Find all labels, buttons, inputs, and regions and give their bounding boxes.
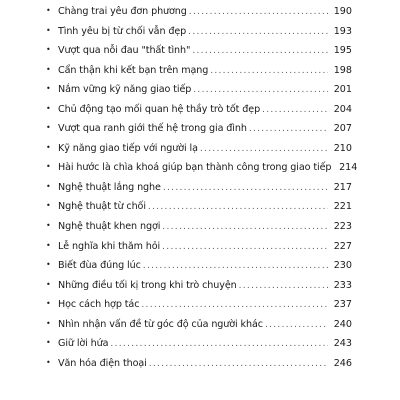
toc-entry-title: Học cách hợp tác (58, 299, 140, 311)
toc-entry-title: Biết đùa đúng lúc (58, 260, 141, 272)
toc-entry-title: Kỹ năng giao tiếp với người lạ (58, 142, 198, 154)
toc-entry-title: Lễ nghĩa khi thăm hỏi (58, 240, 161, 252)
leader-dots (189, 3, 328, 23)
bullet-icon: • (46, 103, 51, 113)
toc-entry-title: Giữ lời hứa (58, 338, 109, 350)
toc-entry-page: 201 (333, 84, 352, 96)
toc-entry-page: 243 (333, 338, 352, 350)
toc-entry[interactable] (46, 237, 352, 257)
toc-entry-page: 193 (333, 25, 352, 37)
bullet-icon: • (46, 45, 51, 55)
toc-entry[interactable] (46, 139, 352, 159)
leader-dots (262, 101, 328, 121)
bullet-icon: • (46, 162, 51, 172)
toc-entry-page: 198 (333, 64, 352, 76)
toc-entry[interactable] (46, 295, 352, 315)
bullet-icon: • (46, 279, 51, 289)
toc-entry-page: 246 (333, 357, 352, 369)
toc-entry-title: Chàng trai yêu đơn phương (58, 6, 187, 17)
toc-entry-page: 217 (333, 181, 352, 193)
leader-dots (193, 81, 328, 101)
toc-entry[interactable] (46, 256, 352, 276)
toc-entry-title: Văn hóa điện thoại (58, 357, 147, 369)
toc-entry-page: 190 (333, 6, 352, 17)
toc-entry-page: 204 (333, 103, 352, 115)
toc-entry-title: Cẩn thận khi kết bạn trên mạng (58, 64, 209, 76)
leader-dots (192, 42, 328, 62)
toc-entry[interactable] (46, 22, 352, 42)
bullet-icon: • (46, 64, 51, 74)
bullet-icon: • (46, 25, 51, 35)
toc-entry-page: 223 (333, 221, 352, 233)
toc-entry-page: 221 (333, 201, 352, 213)
leader-dots (110, 335, 328, 355)
bullet-icon: • (46, 84, 51, 94)
toc-entry-title: Nghệ thuật khen ngợi (58, 221, 161, 233)
leader-dots (249, 120, 328, 140)
toc-entry-page: 210 (333, 142, 352, 154)
leader-dots (239, 277, 328, 297)
toc-entry-title: Những điều tối kị trong khi trò chuyện (58, 279, 237, 291)
bullet-icon: • (46, 240, 51, 250)
toc-entry[interactable] (46, 334, 352, 354)
toc-entry-title: Nghệ thuật từ chối (58, 201, 146, 213)
toc-entry-page: 207 (333, 123, 352, 135)
leader-dots (210, 62, 328, 82)
table-of-contents (46, 0, 358, 373)
bullet-icon: • (46, 6, 51, 15)
leader-dots (141, 296, 328, 316)
bullet-icon: • (46, 181, 51, 191)
toc-entry[interactable] (46, 80, 352, 100)
toc-entry[interactable] (46, 158, 358, 178)
bullet-icon: • (46, 201, 51, 211)
bullet-icon: • (46, 123, 51, 133)
bullet-icon: • (46, 142, 51, 152)
toc-entry[interactable] (46, 2, 352, 22)
toc-entry-page: 214 (339, 162, 358, 174)
leader-dots (162, 218, 328, 238)
bullet-icon: • (46, 338, 51, 348)
leader-dots (148, 198, 328, 218)
bullet-icon: • (46, 299, 51, 309)
toc-entry[interactable] (46, 197, 352, 217)
toc-entry-page: 237 (333, 299, 352, 311)
leader-dots (149, 355, 328, 375)
bullet-icon: • (46, 221, 51, 231)
toc-entry[interactable] (46, 100, 352, 120)
toc-entry[interactable] (46, 41, 352, 61)
toc-entry[interactable] (46, 119, 352, 139)
toc-entry-title: Nghệ thuật lắng nghe (58, 181, 161, 193)
toc-entry-page: 195 (333, 45, 352, 57)
toc-entry-page: 233 (333, 279, 352, 291)
toc-entry-title: Nhìn nhận vấn đề từ góc độ của người khác (58, 318, 263, 330)
leader-dots (200, 140, 328, 160)
toc-entry-page: 240 (333, 318, 352, 330)
toc-entry-page: 230 (333, 260, 352, 272)
bullet-icon: • (46, 260, 51, 270)
toc-entry-title: Tình yêu bị từ chối vẫn đẹp (58, 25, 187, 37)
toc-entry[interactable] (46, 354, 352, 374)
toc-entry-page: 227 (333, 240, 352, 252)
toc-entry[interactable] (46, 61, 352, 81)
toc-entry-title: Chủ động tạo mối quan hệ thầy trò tốt đẹp (58, 103, 261, 115)
leader-dots (265, 316, 328, 336)
leader-dots (188, 23, 328, 43)
leader-dots (143, 257, 328, 277)
toc-entry[interactable] (46, 178, 352, 198)
toc-entry[interactable] (46, 276, 352, 296)
toc-entry-title: Vượt qua nỗi đau "thất tình" (58, 45, 191, 57)
bullet-icon: • (46, 318, 51, 328)
leader-dots (163, 179, 328, 199)
leader-dots (162, 238, 328, 258)
toc-entry-title: Hài hước là chìa khoá giúp bạn thành công trong giao tiếp (58, 162, 332, 174)
toc-entry-title: Nắm vững kỹ năng giao tiếp (58, 84, 192, 96)
toc-entry[interactable] (46, 315, 352, 335)
toc-entry[interactable] (46, 217, 352, 237)
bullet-icon: • (46, 357, 51, 367)
toc-entry-title: Vượt qua ranh giới thế hệ trong gia đình (58, 123, 247, 135)
